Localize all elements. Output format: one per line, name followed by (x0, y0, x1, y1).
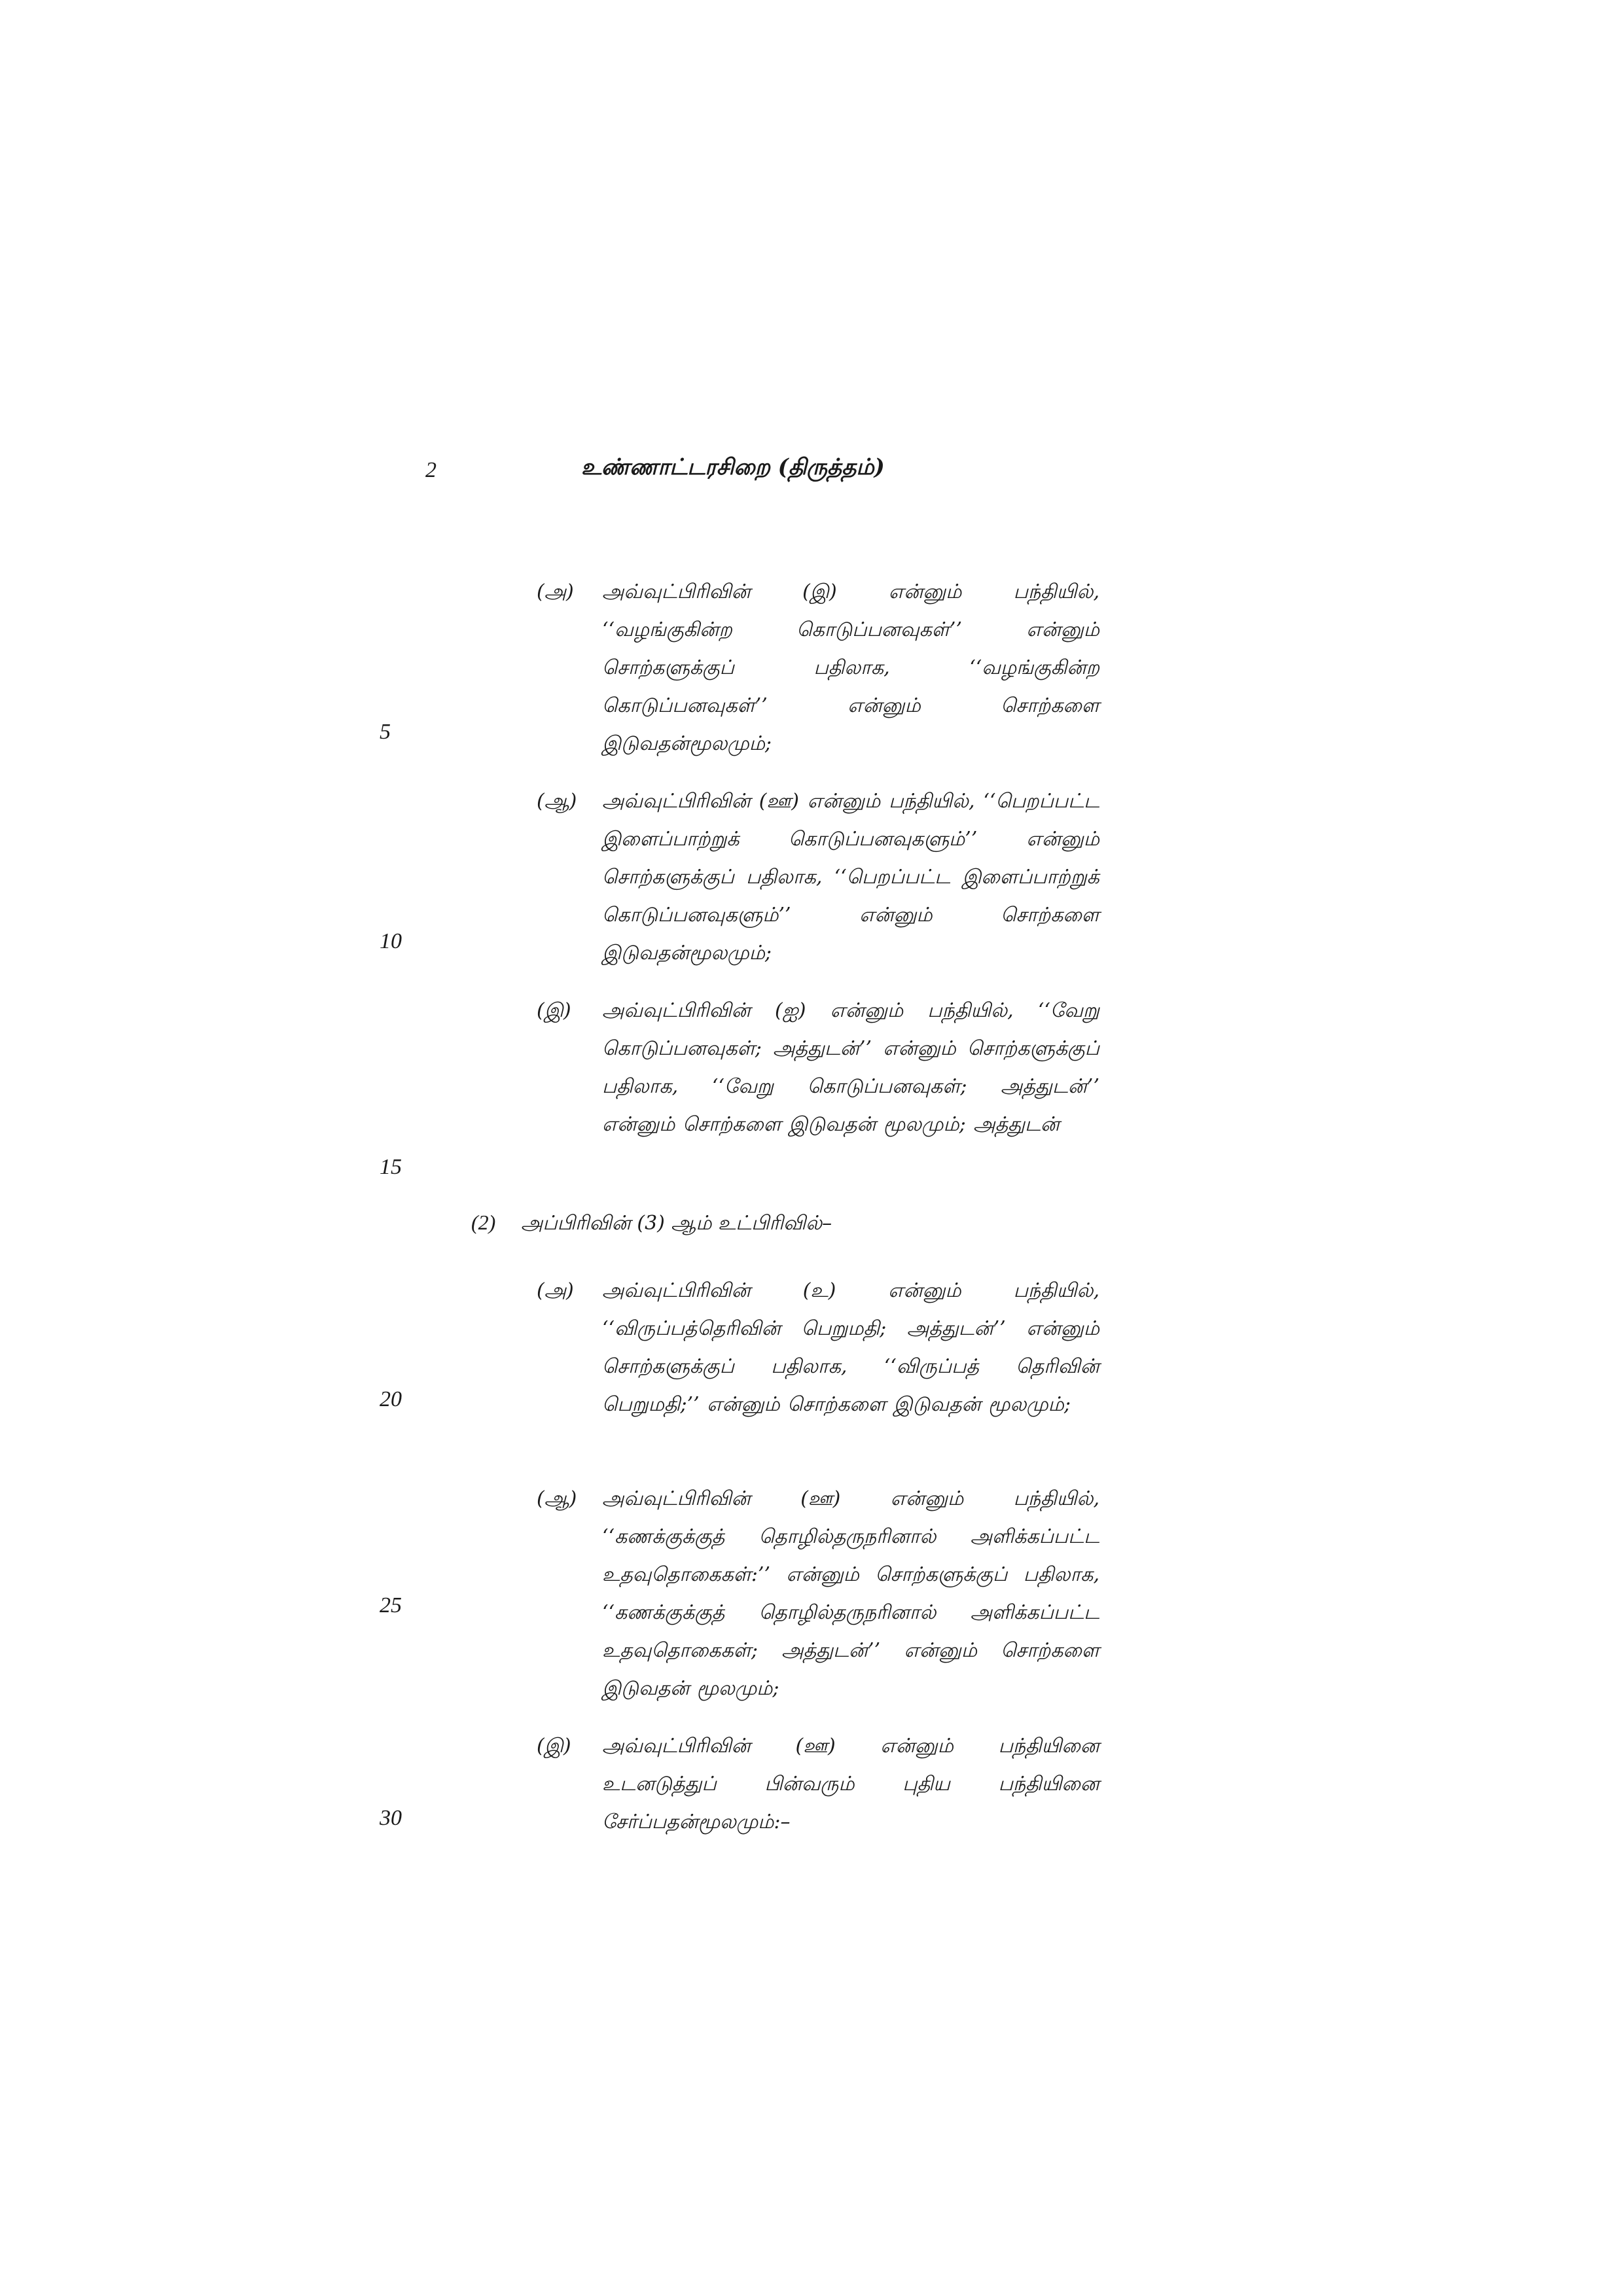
clause-label: (ஆ) (537, 1487, 577, 1510)
line-number: 10 (380, 929, 402, 953)
clause-text: அவ்வுட்பிரிவின் (ஊ) என்னும் பந்தியில், ‘‘பெறப்பட்ட இளைப்பாற்றுக் கொடுப்பனவுகளும்’’ என்னும் சொற்களுக்குப் பதிலாக, ‘‘பெறப்பட்ட இளைப்பாற்றுக் கொடுப்பனவுகளும்’’ என்னும் சொற்களை இடுவதன்மூலமும்; (602, 790, 1099, 964)
clause-label: (ஆ) (537, 790, 577, 813)
page-number: 2 (425, 458, 437, 482)
subsection-label: (2) (471, 1210, 496, 1234)
subsection-text: அப்பிரிவின் (3) ஆம் உட்பிரிவில்– (521, 1212, 832, 1235)
clause-label: (அ) (537, 580, 574, 603)
clause-text: அவ்வுட்பிரிவின் (இ) என்னும் பந்தியில், ‘‘வழங்குகின்ற கொடுப்பனவுகள்’’ என்னும் சொற்களுக்குப் பதிலாக, ‘‘வழங்குகின்ற கொடுப்பனவுகள்’’ என்னும் சொற்களை இடுவதன்மூலமும்; (602, 580, 1099, 755)
page-title: உண்ணாட்டரசிறை (திருத்தம்) (581, 454, 885, 480)
clause-text: அவ்வுட்பிரிவின் (உ) என்னும் பந்தியில், ‘‘விருப்பத்தெரிவின் பெறுமதி; அத்துடன்’’ என்னும் சொற்களுக்குப் பதிலாக, ‘‘விருப்பத் தெரிவின் பெறுமதி;’’ என்னும் சொற்களை இடுவதன் மூலமும்; (602, 1279, 1099, 1416)
line-number: 25 (380, 1593, 402, 1617)
clause-label: (இ) (537, 1735, 571, 1757)
clause-label: (அ) (537, 1279, 574, 1302)
clause-label: (இ) (537, 999, 571, 1022)
clause-text: அவ்வுட்பிரிவின் (ஐ) என்னும் பந்தியில், ‘‘வேறு கொடுப்பனவுகள்; அத்துடன்’’ என்னும் சொற்களுக்குப் பதிலாக, ‘‘வேறு கொடுப்பனவுகள்; அத்துடன்’’ என்னும் சொற்களை இடுவதன் மூலமும்; அத்துடன் (602, 999, 1099, 1136)
line-number: 20 (380, 1387, 402, 1411)
clause-text: அவ்வுட்பிரிவின் (ஊ) என்னும் பந்தியினை உடனடுத்துப் பின்வரும் புதிய பந்தியினை சேர்ப்பதன்மூலமும்:– (602, 1735, 1099, 1833)
clause-text: அவ்வுட்பிரிவின் (ஊ) என்னும் பந்தியில், ‘‘கணக்குக்குத் தொழில்தருநரினால் அளிக்கப்பட்ட உதவுதொகைகள்:’’ என்னும் சொற்களுக்குப் பதிலாக, ‘‘கணக்குக்குத் தொழில்தருநரினால் அளிக்கப்பட்ட உதவுதொகைகள்; அத்துடன்’’ என்னும் சொற்களை இடுவதன் மூலமும்; (602, 1487, 1099, 1700)
subsection (471, 1203, 1099, 1243)
line-number: 30 (380, 1806, 402, 1830)
line-number: 5 (380, 720, 391, 744)
line-number: 15 (380, 1155, 402, 1179)
